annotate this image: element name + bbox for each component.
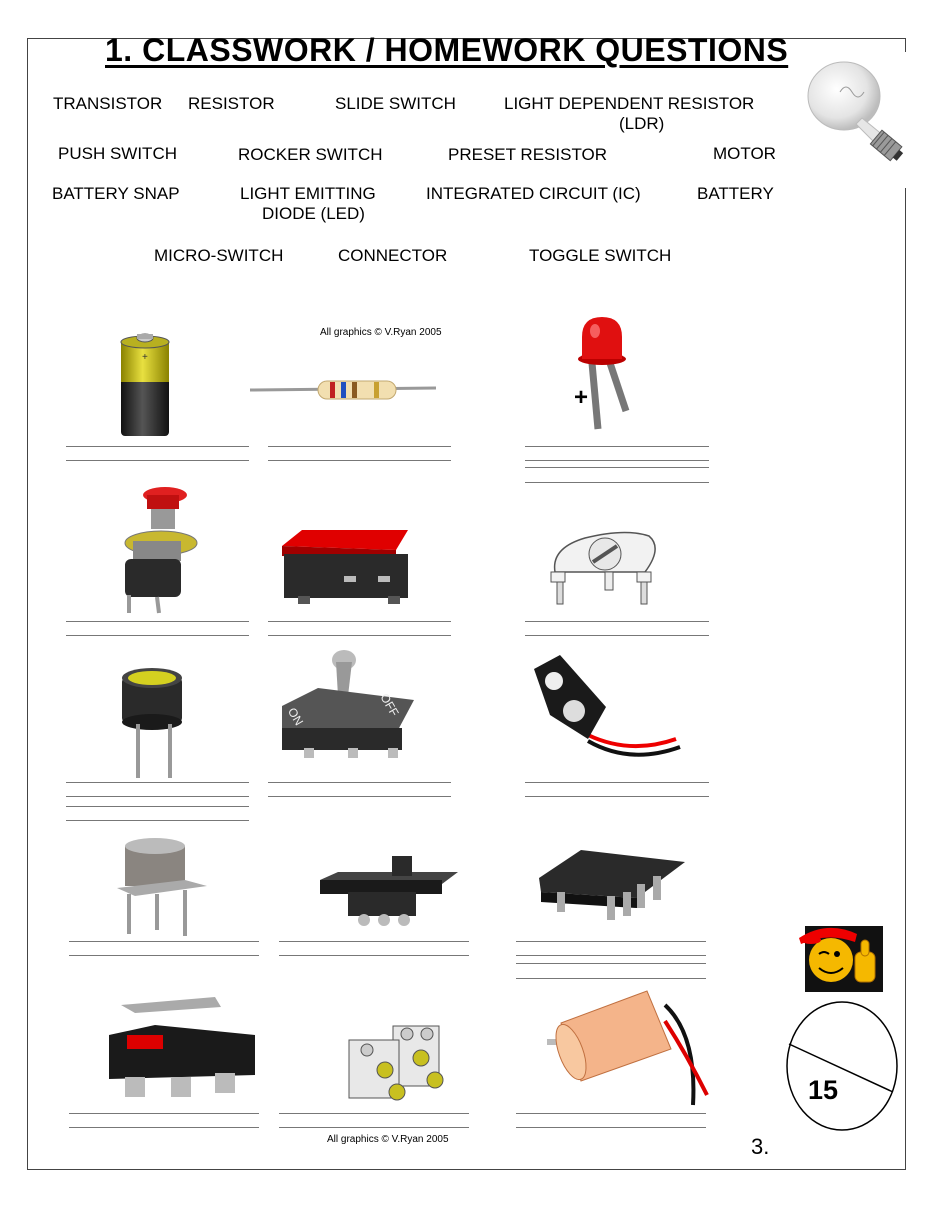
credit-bottom: All graphics © V.Ryan 2005 <box>327 1134 449 1145</box>
word-rocker-switch: ROCKER SWITCH <box>238 145 383 164</box>
answer-line[interactable] <box>66 635 249 636</box>
answer-line[interactable] <box>525 796 709 797</box>
answer-line[interactable] <box>66 796 249 797</box>
svg-text:ON: ON <box>284 705 307 728</box>
answer-line[interactable] <box>525 460 709 461</box>
score-circle-icon <box>785 1000 899 1137</box>
resistor-image <box>248 375 438 410</box>
word-push-switch: PUSH SWITCH <box>58 144 177 163</box>
score-total: 15 <box>808 1075 839 1105</box>
answer-line[interactable] <box>69 941 259 942</box>
answer-line[interactable] <box>69 1127 259 1128</box>
answer-line[interactable] <box>268 621 451 622</box>
answer-line[interactable] <box>525 635 709 636</box>
svg-text:OFF: OFF <box>377 691 402 719</box>
answer-line[interactable] <box>279 1113 469 1114</box>
word-preset-resistor: PRESET RESISTOR <box>448 145 608 164</box>
answer-line[interactable] <box>66 782 249 783</box>
micro-switch-image <box>105 995 265 1110</box>
answer-line[interactable] <box>516 941 706 942</box>
answer-line[interactable] <box>66 460 249 461</box>
answer-line[interactable] <box>268 782 451 783</box>
answer-line[interactable] <box>516 955 706 956</box>
preset-resistor-image <box>545 528 665 613</box>
answer-line[interactable] <box>516 963 706 964</box>
word-slide-switch: SLIDE SWITCH <box>335 94 456 113</box>
integrated-circuit-image <box>537 848 687 933</box>
answer-line[interactable] <box>268 635 451 636</box>
push-switch-image <box>115 485 200 620</box>
battery-image <box>115 328 175 445</box>
word-battery-snap: BATTERY SNAP <box>52 184 180 203</box>
ldr-image <box>118 664 188 787</box>
answer-line[interactable] <box>279 955 469 956</box>
answer-line[interactable] <box>69 955 259 956</box>
led-image <box>570 315 640 438</box>
word-connector: CONNECTOR <box>338 246 448 265</box>
answer-line[interactable] <box>66 621 249 622</box>
answer-line[interactable] <box>525 782 709 783</box>
word-toggle-switch: TOGGLE SWITCH <box>529 246 672 265</box>
word-micro-switch: MICRO-SWITCH <box>154 246 284 265</box>
answer-line[interactable] <box>516 978 706 979</box>
page-title: 1. CLASSWORK / HOMEWORK QUESTIONS <box>105 32 789 68</box>
word-motor: MOTOR <box>713 144 776 163</box>
word-ic: INTEGRATED CIRCUIT (IC) <box>426 184 641 203</box>
answer-line[interactable] <box>69 1113 259 1114</box>
connector-image <box>345 1020 455 1115</box>
led-positive-marker: + <box>574 384 589 411</box>
word-resistor: RESISTOR <box>188 94 275 113</box>
svg-text:+: + <box>142 352 148 363</box>
answer-line[interactable] <box>525 467 709 468</box>
word-battery: BATTERY <box>697 184 774 203</box>
page-number: 3. <box>751 1134 770 1159</box>
credit-top: All graphics © V.Ryan 2005 <box>320 327 442 338</box>
answer-line[interactable] <box>525 482 709 483</box>
answer-line[interactable] <box>516 1127 706 1128</box>
answer-line[interactable] <box>66 446 249 447</box>
answer-line[interactable] <box>268 446 451 447</box>
answer-line[interactable] <box>279 1127 469 1128</box>
answer-line[interactable] <box>66 806 249 807</box>
word-led-line1: LIGHT EMITTING <box>240 184 376 203</box>
answer-line[interactable] <box>268 460 451 461</box>
answer-line[interactable] <box>66 820 249 821</box>
slide-switch-image <box>318 850 460 935</box>
answer-line[interactable] <box>268 796 451 797</box>
battery-snap-image <box>530 655 690 780</box>
transistor-image <box>115 838 210 943</box>
word-led-line2: DIODE (LED) <box>262 204 365 223</box>
word-transistor: TRANSISTOR <box>53 94 163 113</box>
answer-line[interactable] <box>525 446 709 447</box>
word-ldr: LIGHT DEPENDENT RESISTOR <box>504 94 755 113</box>
lightbulb-icon <box>800 52 906 188</box>
rocker-switch-image <box>278 520 418 615</box>
word-ldr-abbrev: (LDR) <box>619 114 665 133</box>
toggle-switch-image <box>278 648 418 773</box>
answer-line[interactable] <box>516 1113 706 1114</box>
motor-image <box>547 985 717 1115</box>
answer-line[interactable] <box>525 621 709 622</box>
thumbs-up-smiley-icon <box>797 918 885 999</box>
answer-line[interactable] <box>279 941 469 942</box>
